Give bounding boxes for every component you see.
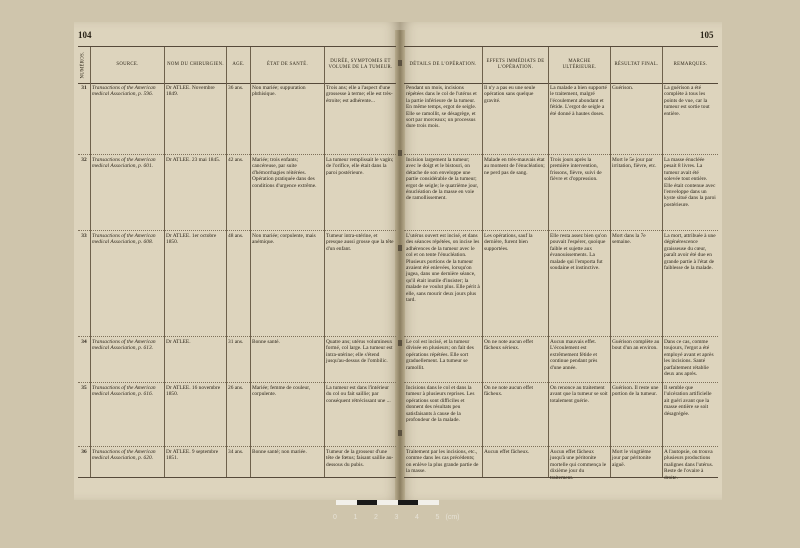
cell-course: Trois jours après la première intervention, frissons, fièvre, suivi de fièvre et d'oppression. — [550, 157, 602, 183]
row-divider — [78, 336, 396, 337]
row-divider — [78, 230, 396, 231]
cell-age: 26 ans. — [228, 385, 244, 391]
row-divider — [78, 382, 396, 383]
ruler-segment — [357, 500, 378, 505]
header-numeros: NUMÉROS. — [81, 51, 86, 79]
cell-age: 31 ans. — [228, 339, 244, 345]
ruler-segment — [418, 500, 439, 505]
binding-stitch — [398, 430, 402, 436]
ruler-unit-label: (cm) — [445, 514, 460, 521]
cell-number: 33 — [81, 233, 87, 239]
cell-health: Non mariée; suppuration phthisique. — [252, 85, 306, 98]
cell-operation: Traitement par les incisions, etc., comme dans les cas précédents; on enlève la plus grande partie de la masse. — [406, 449, 479, 475]
cell-source: Transactions of the American medical Association, p. 596. — [92, 85, 156, 98]
row-divider — [404, 230, 718, 231]
cell-source: Transactions of the American medical Association, p. 616. — [92, 385, 156, 398]
row-divider — [404, 382, 718, 383]
cell-age: 42 ans. — [228, 157, 244, 163]
cell-health: Bonne santé; non mariée. — [252, 449, 307, 455]
cell-surgeon: Dr ATLEE. 16 novembre 1850. — [166, 385, 221, 398]
cell-number: 35 — [81, 385, 87, 391]
header-operation: DÉTAILS DE L'OPÉRATION. — [409, 62, 477, 67]
cell-source: Transactions of the American medical Association, p. 613. — [92, 339, 156, 352]
cell-number: 36 — [81, 449, 87, 455]
cell-surgeon: Dr ATLEE. — [166, 339, 191, 345]
cell-course: Elle resta assez bien qu'on pouvait l'espérer, quoique faible et sujette aux évanouissements. La malade qui l'emporta fut soudaine et instinctive. — [550, 233, 607, 272]
cell-operation: Incisions dans le col et dans la tumeur à plusieurs reprises. Les opérations sont difficiles et donnent des résultats peu satisfaisants à cause de la profondeur de la malade. — [406, 385, 475, 424]
cell-surgeon: Dr ATLEE. 1er octobre 1850. — [166, 233, 217, 246]
row-divider — [78, 446, 396, 447]
header-immediate: EFFETS IMMÉDIATS DE L'OPÉRATION. — [482, 47, 548, 83]
cell-health: Mariée; trois enfants; cancéreuse, par suite d'hémorrhagies réitérées. Opération pratiquée dans des conditions d'urgence extrême. — [252, 157, 317, 189]
cell-result: Mort dans la 7e semaine. — [612, 233, 646, 246]
cell-source: Transactions of the American medical Association, p. 601. — [92, 157, 156, 170]
right-table-header — [404, 47, 718, 84]
row-divider — [404, 336, 718, 337]
cell-source: Transactions of the American medical Association, p. 620. — [92, 449, 156, 462]
cell-health: Non mariée; corpulente, mais anémique. — [252, 233, 316, 246]
header-health: ÉTAT DE SANTÉ. — [250, 47, 324, 83]
row-divider — [404, 446, 718, 447]
row-divider — [404, 154, 718, 155]
binding-stitch — [398, 245, 402, 251]
cell-immediate: Malade en très-mauvais état au moment de l'énucléation; ne perd pas de sang. — [484, 157, 545, 176]
binding-stitch — [398, 60, 402, 66]
ruler-segment — [336, 500, 357, 505]
cell-immediate: On ne note aucun effet fâcheux. — [484, 385, 533, 398]
cell-surgeon: Dr ATLEE. 9 septembre 1851. — [166, 449, 219, 462]
cell-course: Aucun effet fâcheux jusqu'à une péritonite mortelle qui commença le dixième jour du traitement. — [550, 449, 607, 481]
header-surgeon: NOM DU CHIRURGIEN. — [164, 47, 226, 83]
cell-immediate: Les opérations, sauf la dernière, furent bien supportées. — [484, 233, 533, 252]
binding-stitch — [398, 340, 402, 346]
cell-immediate: On ne note aucun effet fâcheux sérieux. — [484, 339, 533, 352]
ruler-segment — [398, 500, 419, 505]
cell-number: 34 — [81, 339, 87, 345]
cell-duration: Tumeur intra-utérine, et presque aussi grosse que la tête d'un enfant. — [326, 233, 394, 252]
left-table — [78, 46, 396, 478]
right-page-number: 105 — [700, 30, 714, 40]
left-page-number: 104 — [78, 30, 92, 40]
scale-ruler — [318, 500, 488, 540]
cell-course: On renonce au traitement avant que la tumeur se soit totalement guérie. — [550, 385, 608, 404]
right-table — [404, 46, 718, 481]
ruler-tick-label: 1 — [353, 514, 358, 521]
cell-remarks: Dans ce cas, comme toujours, l'ergot a été employé avant et après les incisions. Santé parfaitement rétablie deux ans après. — [664, 339, 714, 378]
cell-duration: Trois ans; elle a l'aspect d'une grossesse à terme; elle est très-étroite; est adhérente... — [326, 85, 393, 104]
cell-duration: La tumeur est dans l'intérieur du col ou fait saillie; par conséquent rétrécissant une ... — [326, 385, 391, 404]
cell-duration: Tumeur de la grosseur d'une tête de fœtus; faisant saillie au-dessous du pubis. — [326, 449, 394, 468]
header-result: RÉSULTAT FINAL. — [610, 47, 662, 83]
cell-age: 36 ans. — [228, 85, 244, 91]
ruler-segment — [377, 500, 398, 505]
cell-age: 48 ans. — [228, 233, 244, 239]
header-course: MARCHE ULTÉRIEURE. — [548, 47, 610, 83]
ruler-tick-label: 3 — [394, 514, 399, 521]
cell-age: 34 ans. — [228, 449, 244, 455]
row-divider — [78, 154, 396, 155]
cell-remarks: La masse énucléée pesait 8 livres. La tumeur avait été solevée tout entière. Elle était contenue avec l'enveloppe dans un kyste situé dans la paroi postérieure. — [664, 157, 716, 208]
cell-operation: L'utérus ouvert est incisé, et dans des séances répétées, on incise les adhérences de la tumeur avec le col et on tente l'énucléation. Plusieurs portions de la tumeur avaient été enlevées, lorsqu'on jugea, dans une dernière séance, qu'il était inutile d'insister; la malade ne voulut plus. Elle périt à elle, sans mourir deux jours plus tard. — [406, 233, 480, 304]
cell-remarks: A l'autopsie, on trouva plusieurs productions malignes dans l'utérus. Reste de l'ovaire à droite. — [664, 449, 714, 481]
cell-result: Guérison. — [612, 85, 634, 91]
cell-operation: Incision largement la tumeur; avec le doigt et le bistouri, on détache de son enveloppe une partie considérable de la tumeur; ergot de seigle; le quatrième jour, énucléation de la masse en voie de ramollissement. — [406, 157, 479, 202]
cell-course: La malade a bien supporté le traitement, malgré l'écoulement abondant et fétide. L'ergot de seigle a été donné à hautes doses. — [550, 85, 607, 117]
header-age: AGE. — [226, 47, 250, 83]
cell-duration: Quatre ans; utérus volumineux formé, col large. La tumeur est intra-utérine; elle s'étend jusqu'au-dessus de l'ombilic. — [326, 339, 393, 365]
cell-surgeon: Dr ATLEE. Novembre 1849. — [166, 85, 215, 98]
cell-operation: Le col est incisé, et la tumeur divisée en plusieurs; on fait des opérations répétées. Elle sort graduellement. La tumeur se ramollit. — [406, 339, 474, 371]
cell-number: 32 — [81, 157, 87, 163]
cell-health: Bonne santé. — [252, 339, 280, 345]
ruler-tick-label: 0 — [333, 514, 337, 521]
cell-course: Aucun mauvais effet. L'écoulement est extrêmement fétide et continue pendant près d'une année. — [550, 339, 598, 371]
cell-result: Mort le vingtième jour par péritonite aiguë. — [612, 449, 651, 468]
ruler-tick-label: 5 — [435, 514, 440, 521]
header-duration: DURÉE, SYMPTOMES ET VOLUME DE LA TUMEUR. — [324, 47, 396, 83]
cell-source: Transactions of the American medical Association, p. 608. — [92, 233, 156, 246]
cell-duration: La tumeur remplissait le vagin; de l'orifice, elle était dans la paroi postérieure. — [326, 157, 394, 176]
cell-operation: Pendant un mois, incisions répétées dans le col de l'utérus et la partie inférieure de la tumeur. En même temps, ergot de seigle. Elle se ramollit, se désagrège, et sort par morceaux; un processus dure trois mois. — [406, 85, 477, 130]
cell-health: Mariée; femme de couleur, corpulente. — [252, 385, 311, 398]
cell-immediate: Il n'y a pas eu une seule opération sans quelque gravité. — [484, 85, 536, 104]
header-remarks: REMARQUES. — [662, 47, 718, 83]
cell-remarks: La mort, attribuée à une dégénérescence graisseuse du cœur, paraît avoir été due en grande partie à l'état de faiblesse de la malade. — [664, 233, 716, 272]
cell-remarks: Il semble que l'ulcération artificielle ait guéri avant que la masse entière se soit désagrégée. — [664, 385, 712, 417]
left-table-header — [78, 47, 396, 84]
cell-remarks: La guérison a été complète à tous les points de vue, car la tumeur est sortie tout entière. — [664, 85, 710, 117]
cell-immediate: Aucun effet fâcheux. — [484, 449, 530, 455]
binding-stitch — [398, 150, 402, 156]
cell-result: Mort le 5e jour par irritation, fièvre, etc. — [612, 157, 657, 170]
cell-result: Guérison. Il reste une portion de la tumeur. — [612, 385, 659, 398]
header-source: SOURCE. — [90, 47, 164, 83]
ruler-tick-label: 4 — [415, 514, 419, 521]
cell-number: 31 — [81, 85, 87, 91]
cell-surgeon: Dr ATLEE. 23 mai 1845. — [166, 157, 221, 163]
ruler-tick-label: 2 — [374, 514, 378, 521]
cell-result: Guérison complète au bout d'un an environ. — [612, 339, 660, 352]
